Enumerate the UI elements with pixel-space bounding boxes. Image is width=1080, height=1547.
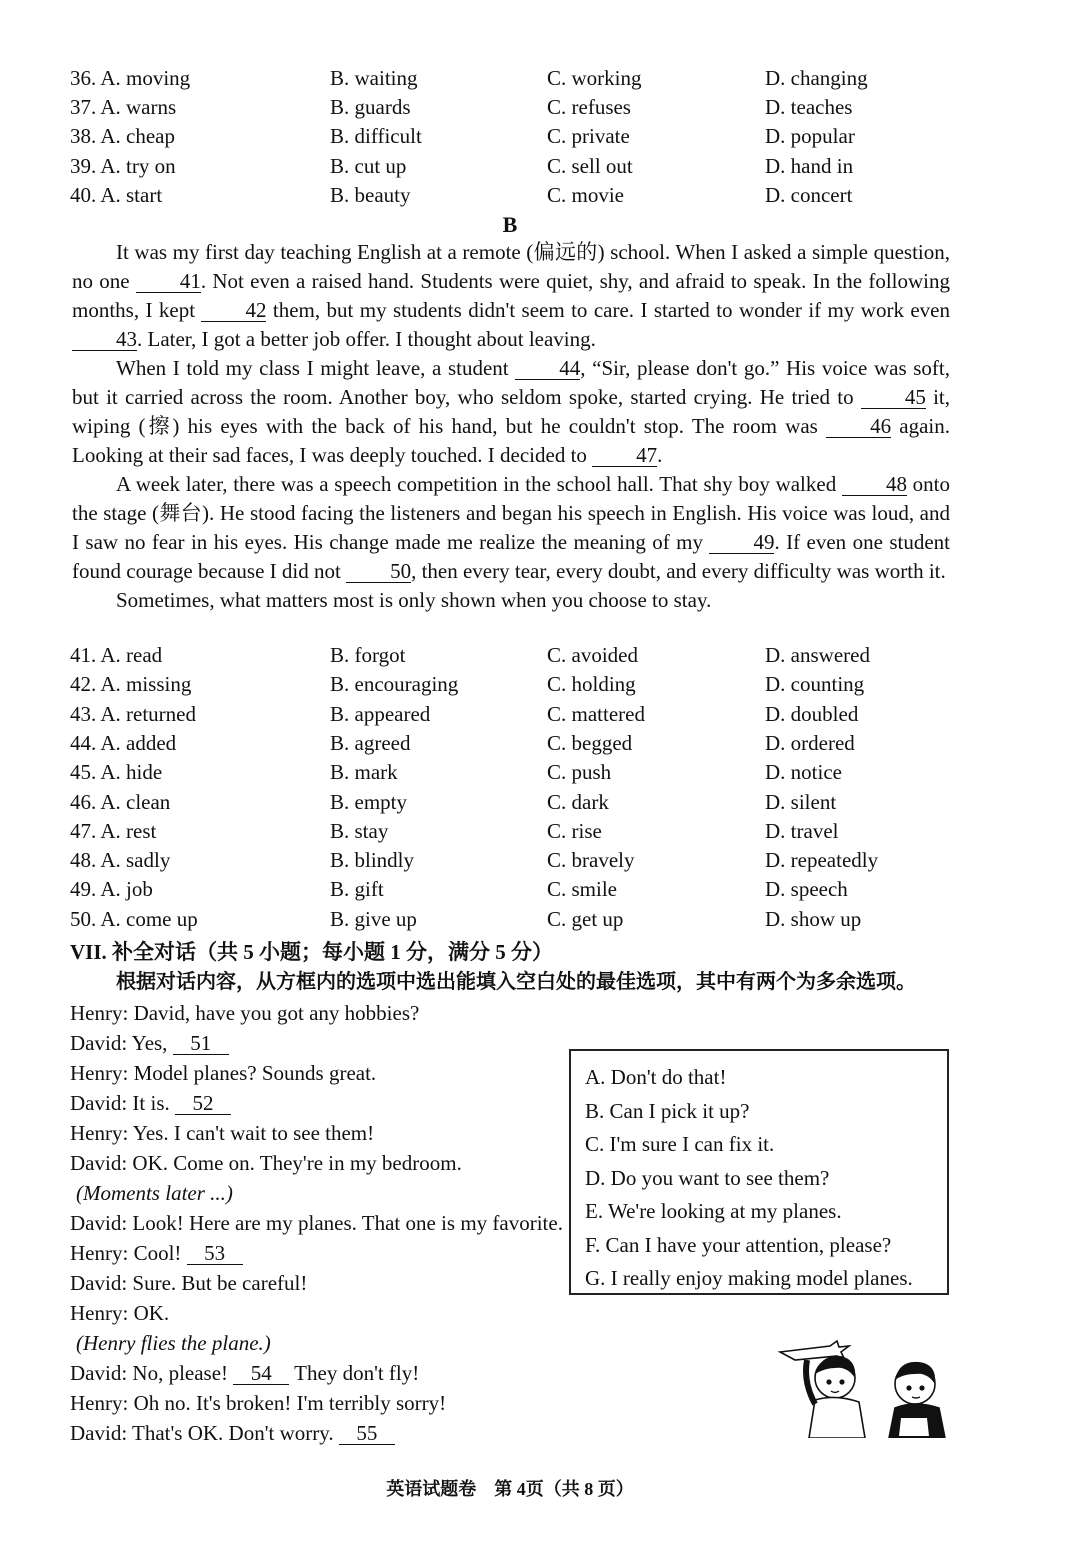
blank-48: 48 — [842, 473, 907, 496]
blank-53: 53 — [187, 1242, 243, 1265]
option-row — [70, 672, 970, 701]
option-a: 49. A. job — [70, 877, 153, 902]
option-d: D. show up — [765, 906, 862, 931]
blank-55: 55 — [339, 1422, 395, 1445]
option-a: 36. A. moving — [70, 66, 191, 90]
passage-paragraph-2: When I told my class I might leave, a student 44, “Sir, please don't go.” His voice was soft, but it carried across the room. Another boy, who seldom spoke, started crying. He tried to 45 it, wiping (擦) his eyes with the back of his hand, but he couldn't stop. The room was 46 again. Looking at their sad faces, I was deeply touched. I decided to 47. — [72, 356, 950, 467]
option-c: C. working — [547, 66, 642, 90]
blank-44: 44 — [515, 357, 580, 380]
option-d: D. travel — [765, 818, 839, 843]
option-row — [70, 760, 970, 789]
section-7-title: VII. 补全对话（共 5 小题；每小题 1 分，满分 5 分） — [70, 940, 554, 964]
option-row — [70, 848, 970, 877]
option-d: D. answered — [765, 643, 870, 667]
option-b: B. blindly — [330, 848, 415, 873]
choice-item: F. Can I have your attention, please? — [585, 1232, 892, 1257]
choice-item: D. Do you want to see them? — [585, 1165, 830, 1190]
dialogue — [70, 998, 570, 1448]
option-d: D. speech — [765, 877, 848, 902]
kids-with-model-plane-illustration — [775, 1338, 955, 1438]
option-a: 37. A. warns — [70, 95, 177, 120]
passage-paragraph-3: A week later, there was a speech competition in the school hall. That shy boy walked 48 onto the stage (舞台). He stood facing the listeners and began his speech in English. His voice was loud, and I saw no fear in his eyes. His change made me realize the meaning of my 49. If even one student found courage because I did not 50, then every tear, every doubt, and every difficulty was worth it. — [72, 472, 950, 583]
option-c: C. dark — [547, 789, 609, 814]
option-d: D. silent — [765, 789, 837, 814]
option-c: C. holding — [547, 672, 636, 697]
option-row — [70, 907, 970, 936]
option-row — [70, 95, 970, 124]
option-d: D. notice — [765, 760, 842, 785]
option-d: D. teaches — [765, 95, 853, 120]
option-d: D. concert — [765, 182, 853, 207]
option-b: B. waiting — [330, 66, 418, 90]
option-b: B. give up — [330, 906, 417, 931]
option-d: D. ordered — [765, 730, 855, 755]
section-7-instruction: 根据对话内容，从方框内的选项中选出能填入空白处的最佳选项，其中有两个为多余选项。 — [116, 971, 916, 993]
option-c: C. rise — [547, 818, 602, 843]
blank-46: 46 — [826, 415, 891, 438]
dialogue-line: David: OK. Come on. They're in my bedroom. — [70, 1151, 462, 1175]
blank-50: 50 — [346, 560, 411, 583]
option-c: C. bravely — [547, 848, 635, 873]
dialogue-line: David: No, please! 54 They don't fly! — [70, 1361, 420, 1385]
passage-paragraph-4: Sometimes, what matters most is only shown when you choose to stay. — [116, 588, 712, 612]
option-a: 42. A. missing — [70, 672, 192, 697]
blank-41: 41 — [136, 270, 201, 293]
option-c: C. begged — [547, 730, 633, 755]
option-row — [70, 877, 970, 906]
option-a: 38. A. cheap — [70, 124, 175, 149]
dialogue-line: Henry: Oh no. It's broken! I'm terribly sorry! — [70, 1391, 447, 1415]
option-b: B. cut up — [330, 153, 407, 178]
option-row — [70, 790, 970, 819]
option-row — [70, 819, 970, 848]
option-c: C. private — [547, 124, 630, 149]
blank-51: 51 — [173, 1032, 229, 1055]
option-d: D. repeatedly — [765, 848, 879, 873]
option-a: 40. A. start — [70, 182, 163, 207]
blank-47: 47 — [592, 444, 657, 467]
option-c: C. get up — [547, 906, 624, 931]
option-c: C. refuses — [547, 95, 631, 120]
option-a: 47. A. rest — [70, 818, 157, 843]
choice-item: A. Don't do that! — [585, 1065, 727, 1089]
dialogue-line: Henry: OK. — [70, 1301, 170, 1325]
blank-45: 45 — [861, 386, 926, 409]
dialogue-line: Henry: Model planes? Sounds great. — [70, 1061, 377, 1085]
dialogue-line: Henry: Yes. I can't wait to see them! — [70, 1121, 375, 1145]
option-a: 43. A. returned — [70, 701, 196, 726]
option-b: B. mark — [330, 760, 398, 785]
dialogue-line: David: Look! Here are my planes. That one is my favorite. — [70, 1211, 563, 1235]
stage-direction: (Moments later ...) — [76, 1181, 233, 1205]
option-c: C. avoided — [547, 643, 638, 667]
dialogue-line: David: Sure. But be careful! — [70, 1271, 308, 1295]
option-b: B. difficult — [330, 124, 422, 149]
dialogue-line: David: Yes, 51 — [70, 1028, 570, 1058]
option-c: C. movie — [547, 182, 624, 207]
option-b: B. empty — [330, 789, 407, 814]
choice-item: G. I really enjoy making model planes. — [585, 1266, 913, 1290]
option-row — [70, 154, 970, 183]
option-b: B. beauty — [330, 182, 411, 207]
option-c: C. sell out — [547, 153, 633, 178]
blank-43: 43 — [72, 328, 137, 351]
option-row — [70, 183, 970, 212]
dialogue-line: Henry: David, have you got any hobbies? — [70, 1001, 420, 1025]
choices-box — [569, 1049, 949, 1295]
option-a: 39. A. try on — [70, 153, 176, 178]
option-c: C. smile — [547, 877, 618, 902]
option-b: B. appeared — [330, 701, 431, 726]
option-b: B. guards — [330, 95, 411, 120]
option-a: 46. A. clean — [70, 789, 171, 814]
option-a: 41. A. read — [70, 643, 163, 667]
option-a: 50. A. come up — [70, 906, 198, 931]
option-row — [70, 702, 970, 731]
option-row — [70, 66, 970, 95]
option-a: 45. A. hide — [70, 760, 163, 785]
dialogue-line: David: It is. 52 — [70, 1088, 570, 1118]
passage-paragraph-1: It was my first day teaching English at a remote (偏远的) school. When I asked a simple question, no one 41. Not even a raised hand. Students were quiet, shy, and afraid to speak. In the following months, I kept 42 them, but my students didn't seem to care. I started to wonder if my work even 43. Later, I got a better job offer. I thought about leaving. — [72, 240, 950, 351]
option-a: 48. A. sadly — [70, 848, 171, 873]
option-d: D. doubled — [765, 701, 859, 726]
option-a: 44. A. added — [70, 730, 177, 755]
choice-item: B. Can I pick it up? — [585, 1098, 750, 1123]
dialogue-line: David: That's OK. Don't worry. 55 — [70, 1418, 570, 1448]
option-d: D. hand in — [765, 153, 854, 178]
option-d: D. popular — [765, 124, 855, 149]
option-b: B. forgot — [330, 643, 406, 667]
option-row — [70, 731, 970, 760]
cloze-passage — [72, 238, 950, 615]
blank-49: 49 — [709, 531, 774, 554]
option-b: B. stay — [330, 818, 389, 843]
blank-54: 54 — [233, 1362, 289, 1385]
option-d: D. counting — [765, 672, 865, 697]
blank-52: 52 — [175, 1092, 231, 1115]
choice-item: C. I'm sure I can fix it. — [585, 1132, 775, 1156]
choice-item: E. We're looking at my planes. — [585, 1199, 842, 1223]
blank-42: 42 — [201, 299, 266, 322]
page-footer: 英语试题卷 第 4页（共 8 页） — [386, 1479, 634, 1499]
option-d: D. changing — [765, 66, 868, 90]
stage-direction: (Henry flies the plane.) — [76, 1331, 271, 1355]
option-row — [70, 643, 970, 672]
option-row — [70, 124, 970, 153]
section-b-title: B — [502, 212, 518, 237]
option-b: B. gift — [330, 877, 384, 902]
option-c: C. push — [547, 760, 612, 785]
dialogue-line: Henry: Cool! 53 — [70, 1238, 570, 1268]
option-b: B. agreed — [330, 730, 411, 755]
option-c: C. mattered — [547, 701, 645, 726]
option-b: B. encouraging — [330, 672, 459, 697]
